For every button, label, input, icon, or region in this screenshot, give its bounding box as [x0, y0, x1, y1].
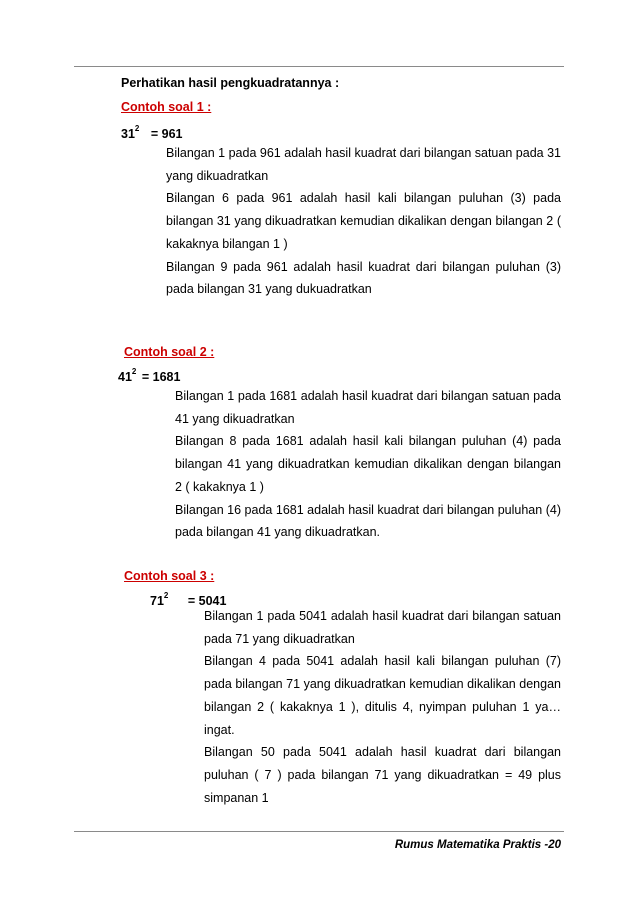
- header-rule: [74, 66, 564, 67]
- intro-heading: Perhatikan hasil pengkuadratannya :: [121, 76, 340, 90]
- example-1-result: = 961: [150, 127, 183, 142]
- example-3-paragraph-3: Bilangan 50 pada 5041 adalah hasil kuadrat dari bilangan puluhan ( 7 ) pada bilangan 71 yang dikuadratkan = 49 plus simpanan 1: [204, 745, 561, 805]
- example-1-paragraph-3: Bilangan 9 pada 961 adalah hasil kuadrat dari bilangan puluhan (3) pada bilangan 31 yang dukuadratkan: [166, 259, 561, 297]
- example-1-exponent: 2: [134, 124, 140, 133]
- example-3-paragraph-1: Bilangan 1 pada 5041 adalah hasil kuadrat dari bilangan satuan pada 71 yang dikuadratkan: [204, 609, 561, 646]
- example-2-result: = 1681: [141, 370, 181, 385]
- footer-rule: [74, 831, 564, 832]
- example-2-exponent: 2: [131, 367, 137, 376]
- example-2-paragraph-2: Bilangan 8 pada 1681 adalah hasil kali bilangan puluhan (4) pada bilangan 41 yang dikuadratkan kemudian dikalikan dengan bilangan 2 ( kakaknya 1 ): [175, 434, 561, 494]
- example-1-paragraph-2: Bilangan 6 pada 961 adalah hasil kali bilangan puluhan (3) pada bilangan 31 yang dikuadratkan kemudian dikalikan dengan bilangan 2 ( kakaknya bilangan 1 ): [166, 191, 561, 251]
- example-1-label: Contoh soal 1 :: [121, 100, 212, 114]
- example-3-explanation: [204, 605, 561, 809]
- example-3-base: 71: [150, 594, 164, 609]
- example-3-result: = 5041: [187, 594, 227, 609]
- example-2-paragraph-3: Bilangan 16 pada 1681 adalah hasil kuadrat dari bilangan puluhan (4) pada bilangan 41 yang dikuadratkan.: [175, 502, 561, 540]
- example-2-label: Contoh soal 2 :: [124, 345, 215, 359]
- example-2-explanation: [175, 385, 561, 544]
- example-3-paragraph-2: Bilangan 4 pada 5041 adalah hasil kali bilangan puluhan (7) pada bilangan 71 yang dikuadratkan kemudian dikalikan dengan bilangan 2 ( kakaknya 1 ), ditulis 4, nyimpan puluhan 1 ya…ingat.: [204, 654, 561, 737]
- example-3-label: Contoh soal 3 :: [124, 569, 215, 583]
- example-2-base: 41: [118, 370, 132, 385]
- example-2-paragraph-1: Bilangan 1 pada 1681 adalah hasil kuadrat dari bilangan satuan pada 41 yang dikuadratkan: [175, 389, 561, 426]
- footer-page-label: Rumus Matematika Praktis -20: [394, 839, 561, 851]
- example-1-base: 31: [121, 127, 135, 142]
- example-3-exponent: 2: [163, 591, 169, 600]
- example-2-equation: [118, 363, 180, 388]
- example-1-explanation: [166, 142, 561, 301]
- example-1-paragraph-1: Bilangan 1 pada 961 adalah hasil kuadrat dari bilangan satuan pada 31 yang dikuadratkan: [166, 146, 561, 183]
